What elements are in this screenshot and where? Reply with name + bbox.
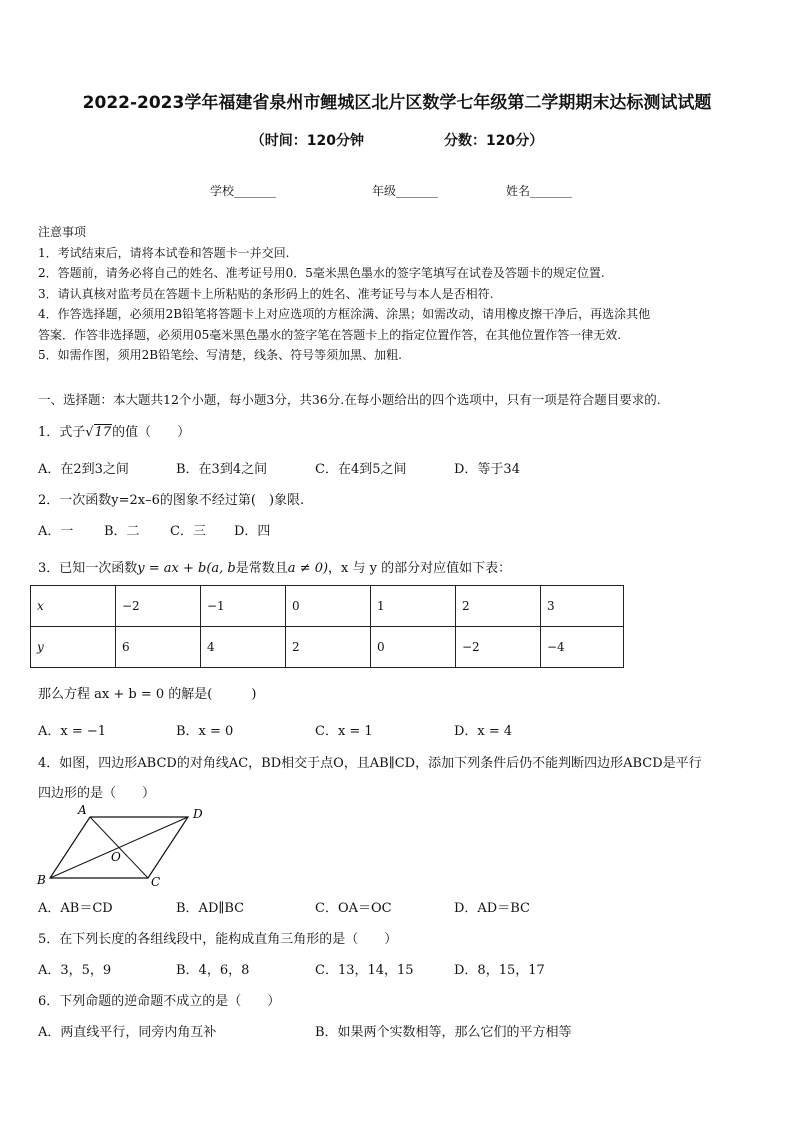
- q1-option-d[interactable]: D．等于34: [454, 462, 520, 477]
- section-heading: 一、选择题：本大题共12个小题，每小题3分，共36分.在每小题给出的四个选项中，只有一项是符合题目要求的.: [38, 392, 661, 407]
- table-cell: y: [31, 627, 116, 668]
- q2-option-b[interactable]: B．二: [104, 524, 140, 539]
- table-cell: −2: [116, 586, 201, 627]
- table-cell: 2: [456, 586, 541, 627]
- vertex-label-b: B: [37, 873, 46, 887]
- q4-option-b[interactable]: B．AD∥BC: [176, 901, 245, 916]
- q3-condition: a ≠ 0): [287, 561, 329, 576]
- q3-option-b[interactable]: B．x = 0: [176, 724, 234, 739]
- q3-stem-pre: 3．已知一次函数: [38, 561, 138, 576]
- q2-option-c[interactable]: C．三: [170, 524, 206, 539]
- vertex-label-d: D: [193, 807, 203, 821]
- school-field: 学校_______: [210, 184, 277, 198]
- q6-option-a[interactable]: A．两直线平行，同旁内角互补: [38, 1025, 217, 1040]
- q5-option-d[interactable]: D．8，15，17: [454, 963, 545, 978]
- notice-block: [38, 222, 758, 366]
- q6-options: [38, 1021, 572, 1040]
- q3-followup: 那么方程 ax + b = 0 的解是( ): [38, 687, 257, 702]
- q1-option-b[interactable]: B．在3到4之间: [176, 462, 268, 477]
- question-5: 5．在下列长度的各组线段中，能构成直角三角形的是（ ）: [38, 932, 398, 947]
- notice-item: 5．如需作图，须用2B铅笔绘、写清楚，线条、符号等须加黑、加粗.: [38, 348, 402, 362]
- table-cell: 2: [286, 627, 371, 668]
- notice-heading: 注意事项: [38, 225, 87, 239]
- q3-option-d[interactable]: D．x = 4: [454, 724, 513, 739]
- q5-option-a[interactable]: A．3，5，9: [38, 963, 112, 978]
- notice-item: 2．答题前，请务必将自己的姓名、准考证号用0．5毫米黑色墨水的签字笔填写在试卷及答题卡的规定位置.: [38, 266, 605, 280]
- name-field: 姓名_______: [506, 184, 573, 198]
- q6-option-b[interactable]: B．如果两个实数相等，那么它们的平方相等: [315, 1025, 572, 1040]
- q1-option-a[interactable]: A．在2到3之间: [38, 462, 129, 477]
- q3-options: [38, 720, 512, 739]
- vertex-label-a: A: [78, 803, 87, 817]
- q3-option-c[interactable]: C．x = 1: [315, 724, 373, 739]
- q2-option-a[interactable]: A．一: [38, 524, 74, 539]
- table-row: [31, 627, 624, 668]
- q5-option-c[interactable]: C．13，14，15: [315, 963, 414, 978]
- table-cell: 1: [371, 586, 456, 627]
- q1-pre: 1．式子: [38, 425, 86, 440]
- question-1: [38, 421, 758, 440]
- q4-option-a[interactable]: A．AB＝CD: [38, 901, 113, 916]
- table-cell: 0: [371, 627, 456, 668]
- question-4-line2: 四边形的是（ ）: [38, 786, 156, 801]
- question-2: 2．一次函数y=2x–6的图象不经过第( )象限.: [38, 493, 305, 508]
- question-3: [38, 557, 758, 576]
- q5-option-b[interactable]: B．4，6，8: [176, 963, 250, 978]
- notice-item: 1．考试结束后，请将本试卷和答题卡一并交回.: [38, 245, 290, 260]
- q1-post: 的值（ ）: [112, 425, 191, 440]
- page-title: 2022-2023学年福建省泉州市鲤城区北片区数学七年级第二学期期末达标测试试题: [82, 93, 712, 113]
- q3-stem-post: ，x 与 y 的部分对应值如下表：: [328, 561, 512, 576]
- q2-options: [38, 520, 270, 539]
- table-cell: x: [31, 586, 116, 627]
- time-text: （时间：120分钟: [250, 133, 364, 149]
- q2-option-d[interactable]: D．四: [234, 524, 271, 539]
- vertex-label-c: C: [151, 875, 161, 889]
- table-cell: −4: [541, 627, 624, 668]
- q4-option-d[interactable]: D．AD＝BC: [454, 901, 530, 916]
- point-label-o: O: [111, 850, 121, 864]
- notice-item: 4．作答选择题，必须用2B铅笔将答题卡上对应选项的方框涂满、涂黑；如需改动，请用橡皮擦干净后，再选涂其他: [38, 307, 651, 321]
- q4-option-c[interactable]: C．OA＝OC: [315, 901, 392, 916]
- q3-formula: y = ax + b(a, b: [137, 561, 236, 576]
- q5-options: [38, 959, 545, 978]
- table-cell: 0: [286, 586, 371, 627]
- q3-option-a[interactable]: A．x = −1: [38, 724, 107, 739]
- table-cell: −2: [456, 627, 541, 668]
- exam-meta: [0, 130, 794, 150]
- sqrt-icon: √17: [85, 425, 112, 440]
- notice-item: 3．请认真核对监考员在答题卡上所粘贴的条形码上的姓名、准考证号与本人是否相符.: [38, 286, 494, 301]
- q3-stem-mid: 是常数且: [235, 561, 288, 576]
- table-cell: 4: [201, 627, 286, 668]
- table-cell: 3: [541, 586, 624, 627]
- notice-item: 答案．作答非选择题，必须用05毫米黑色墨水的签字笔在答题卡上的指定位置作答，在其他位置作答一律无效.: [38, 327, 622, 342]
- question-6: 6．下列命题的逆命题不成立的是（ ）: [38, 994, 281, 1009]
- parallelogram-figure: [30, 800, 220, 892]
- table-cell: −1: [201, 586, 286, 627]
- table-cell: 6: [116, 627, 201, 668]
- q1-option-c[interactable]: C．在4到5之间: [315, 462, 407, 477]
- table-row: [31, 586, 624, 627]
- score-text: 分数：120分）: [444, 133, 544, 149]
- question-4-line1: 4．如图，四边形ABCD的对角线AC，BD相交于点O，且AB∥CD，添加下列条件后仍不能判断四边形ABCD是平行: [38, 756, 702, 771]
- q4-options: [38, 897, 530, 916]
- grade-field: 年级_______: [372, 184, 439, 198]
- q1-options: [38, 458, 520, 477]
- value-table: [30, 585, 624, 668]
- q1-radicand: 17: [94, 425, 112, 440]
